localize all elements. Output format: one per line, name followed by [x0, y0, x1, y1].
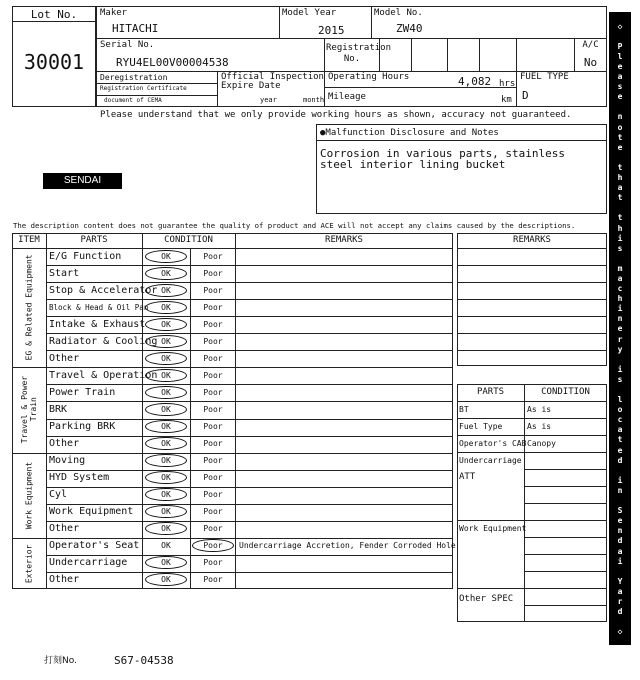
part-label: Block & Head & Oil Pan	[49, 302, 149, 312]
sidebar-char: s	[617, 82, 623, 92]
group-label: EG & Related Equipment	[24, 254, 34, 361]
ok-option[interactable]: OK	[145, 437, 187, 450]
poor-option[interactable]: Poor	[203, 353, 223, 363]
part-label: E/G Function	[49, 250, 122, 262]
sidebar-char	[618, 152, 623, 162]
part-label: Travel & Operation	[49, 369, 158, 381]
part-label: Start	[49, 267, 80, 279]
part-label: Other	[49, 438, 80, 450]
sidebar-char	[618, 101, 623, 111]
sidebar-char: c	[617, 284, 623, 294]
sidebar-char: n	[617, 314, 623, 324]
ok-option[interactable]: OK	[145, 488, 187, 501]
part-label: Stop & Accelerator	[49, 284, 158, 296]
ok-option[interactable]: OK	[145, 522, 187, 535]
poor-option[interactable]: Poor	[203, 336, 223, 346]
ok-option[interactable]: OK	[145, 505, 187, 518]
att-label: ATT	[459, 472, 476, 482]
lot-label: Lot No.	[30, 8, 78, 21]
sidebar-char: a	[617, 586, 623, 596]
sidebar-char: r	[617, 596, 623, 606]
spec-parts-header: PARTS	[476, 387, 505, 397]
maker-value: HITACHI	[112, 22, 159, 35]
sidebar-char	[618, 616, 623, 626]
remark-text: Undercarriage Accretion, Fender Corroded Hole	[239, 541, 456, 551]
registration-label: Registration No.	[326, 43, 392, 64]
ok-option[interactable]: OK	[145, 301, 187, 314]
part-label: Undercarriage	[49, 557, 128, 569]
sidebar-char: e	[617, 92, 623, 102]
sidebar-char: s	[617, 243, 623, 253]
sidebar-char: l	[617, 51, 623, 61]
spec-value: As is	[527, 422, 552, 431]
sidebar-char: S	[617, 506, 623, 516]
poor-option[interactable]: Poor	[203, 575, 223, 585]
undercarriage-label: Undercarriage	[459, 456, 522, 465]
remarks-right-header: REMARKS	[513, 235, 551, 245]
inspection-label-1: Official Inspection	[221, 72, 324, 82]
sidebar-char	[618, 354, 623, 364]
sidebar-char: d	[617, 607, 623, 617]
sidebar-char	[618, 253, 623, 263]
malfunction-title: ●Malfunction Disclosure and Notes	[320, 128, 499, 138]
mileage-unit: km	[501, 95, 512, 105]
part-label: Other	[49, 352, 80, 364]
poor-option[interactable]: Poor	[203, 490, 223, 500]
part-label: Radiator & Cooling	[49, 335, 158, 347]
sidebar-char: i	[617, 364, 623, 374]
hours-notice: Please understand that we only provide working hours as shown, accuracy not guaranteed.	[100, 110, 572, 120]
poor-option[interactable]: Poor	[192, 539, 234, 552]
poor-option[interactable]: Poor	[203, 439, 223, 449]
mileage-label: Mileage	[328, 92, 366, 102]
poor-option[interactable]: Poor	[203, 285, 223, 295]
ok-option[interactable]: OK	[145, 369, 187, 382]
group-label: Exterior	[24, 544, 34, 583]
sidebar-char: h	[617, 223, 623, 233]
poor-option[interactable]: Poor	[203, 302, 223, 312]
disclaimer: The description content does not guarantee the quality of product and ACE will not accept any claims caused by the descriptions.	[13, 221, 576, 230]
maker-label: Maker	[100, 8, 128, 18]
footer-value: S67-04538	[114, 654, 174, 667]
sidebar-char: ◇	[617, 627, 623, 637]
serial-label: Serial No.	[100, 40, 155, 50]
inspection-label-2: Expire Date	[221, 81, 281, 91]
operating-hours-value: 4,082	[458, 75, 492, 88]
sidebar-char: o	[617, 405, 623, 415]
sidebar-char: r	[617, 334, 623, 344]
group-label: Work Equipment	[24, 461, 34, 529]
part-label: Operator's Seat	[49, 540, 140, 552]
sidebar-char: e	[617, 445, 623, 455]
spec-value: As is	[527, 405, 552, 414]
part-label: Work Equipment	[49, 506, 134, 518]
ok-option[interactable]: OK	[145, 454, 187, 467]
hours-unit: hrs	[499, 79, 516, 89]
part-label: Other	[49, 523, 80, 535]
poor-option[interactable]: Poor	[203, 404, 223, 414]
work-equipment-label: Work Equipment	[459, 524, 527, 533]
sidebar-char: e	[617, 324, 623, 334]
sidebar-char: i	[617, 233, 623, 243]
ok-option[interactable]: OK	[145, 267, 187, 280]
ok-option[interactable]: OK	[145, 284, 187, 297]
sidebar-char	[618, 384, 623, 394]
remarks-header: REMARKS	[325, 235, 363, 245]
sidebar-char	[618, 566, 623, 576]
sidebar-char: t	[617, 193, 623, 203]
poor-option[interactable]: Poor	[203, 524, 223, 534]
sidebar-char: y	[617, 344, 623, 354]
operating-hours-label: Operating Hours	[328, 72, 410, 82]
sidebar-char: c	[617, 415, 623, 425]
sidebar-char: s	[617, 374, 623, 384]
sidebar-char: d	[617, 536, 623, 546]
ok-option[interactable]: OK	[145, 335, 187, 348]
location-note-sidebar	[609, 12, 631, 645]
ac-label: A/C	[582, 40, 599, 50]
ok-option[interactable]: OK	[145, 471, 187, 484]
month-label: month	[303, 96, 325, 104]
sidebar-char: n	[617, 112, 623, 122]
model-year-value: 2015	[318, 24, 345, 37]
poor-option[interactable]: Poor	[203, 319, 223, 329]
poor-option[interactable]: Poor	[203, 456, 223, 466]
spec-label: Fuel Type	[459, 422, 503, 431]
location-badge: SENDAI	[43, 173, 122, 189]
sidebar-char	[618, 465, 623, 475]
poor-option[interactable]: Poor	[203, 251, 223, 261]
malfunction-line-2: steel interior lining bucket	[320, 158, 506, 171]
poor-option[interactable]: Poor	[203, 387, 223, 397]
poor-option[interactable]: Poor	[203, 370, 223, 380]
part-label: Moving	[49, 455, 86, 467]
sidebar-char: e	[617, 516, 623, 526]
poor-option[interactable]: Poor	[203, 558, 223, 568]
sidebar-char: t	[617, 132, 623, 142]
sidebar-char: a	[617, 273, 623, 283]
sidebar-char: ◇	[617, 21, 623, 31]
poor-option[interactable]: Poor	[203, 507, 223, 517]
sidebar-char: l	[617, 395, 623, 405]
spec-value: Canopy	[527, 439, 556, 448]
other-spec-label: Other SPEC	[459, 594, 514, 604]
sidebar-char: a	[617, 72, 623, 82]
sidebar-char	[618, 31, 623, 41]
sidebar-char: o	[617, 122, 623, 132]
part-label: Parking BRK	[49, 421, 116, 433]
model-year-label: Model Year	[282, 8, 337, 18]
malfunction-line-1: Corrosion in various parts, stainless	[320, 147, 566, 160]
year-label: year	[260, 96, 277, 104]
part-label: HYD System	[49, 472, 110, 484]
spec-condition-header: CONDITION	[541, 387, 590, 397]
sidebar-char: a	[617, 546, 623, 556]
item-header: ITEM	[18, 235, 40, 245]
sidebar-char: a	[617, 425, 623, 435]
part-label: Power Train	[49, 386, 116, 398]
part-label: BRK	[49, 403, 68, 415]
part-label: Other	[49, 574, 80, 586]
poor-option[interactable]: Poor	[203, 473, 223, 483]
registration-certificate-label: Registration Certificate	[100, 85, 187, 92]
deregistration-label: Deregistration	[100, 73, 168, 82]
model-no-value: ZW40	[396, 22, 423, 35]
sidebar-char: t	[617, 435, 623, 445]
group-label: Travel & Power Train	[20, 376, 38, 444]
sidebar-char	[618, 202, 623, 212]
sidebar-char: n	[617, 526, 623, 536]
footer-label: 打刻No.	[44, 656, 77, 666]
sidebar-char: P	[617, 41, 623, 51]
lot-number: 30001	[23, 50, 85, 74]
spec-label: BT	[459, 405, 469, 414]
ok-option[interactable]: OK	[145, 352, 187, 365]
sidebar-char: e	[617, 62, 623, 72]
ok-option[interactable]: OK	[145, 318, 187, 331]
sidebar-char: i	[617, 304, 623, 314]
part-label: Cyl	[49, 489, 68, 501]
sidebar-char	[618, 495, 623, 505]
sidebar-char: h	[617, 173, 623, 183]
sidebar-char: m	[617, 263, 623, 273]
sidebar-char: a	[617, 183, 623, 193]
ok-option[interactable]: OK	[145, 403, 187, 416]
sidebar-char: i	[617, 475, 623, 485]
sidebar-char: n	[617, 485, 623, 495]
ok-option[interactable]: OK	[145, 556, 187, 569]
sidebar-char: i	[617, 556, 623, 566]
sidebar-char: Y	[617, 576, 623, 586]
sidebar-char: t	[617, 162, 623, 172]
parts-header: PARTS	[80, 235, 108, 245]
sidebar-char: t	[617, 213, 623, 223]
ok-option[interactable]: OK	[145, 573, 187, 586]
condition-header: CONDITION	[164, 235, 213, 245]
fuel-type-value: D	[522, 89, 529, 102]
model-no-label: Model No.	[374, 8, 423, 18]
sidebar-char: e	[617, 142, 623, 152]
poor-option[interactable]: Poor	[203, 422, 223, 432]
poor-option[interactable]: Poor	[203, 268, 223, 278]
ok-option[interactable]: OK	[145, 420, 187, 433]
ac-value: No	[583, 56, 598, 69]
cema-label: document of CEMA	[104, 97, 162, 104]
ok-option[interactable]: OK	[145, 250, 187, 263]
sidebar-char: h	[617, 294, 623, 304]
spec-label: Operator's CAB	[459, 439, 527, 448]
part-label: Intake & Exhaust	[49, 318, 146, 330]
serial-value: RYU4EL00V00004538	[116, 56, 229, 69]
ok-option[interactable]: OK	[161, 541, 171, 551]
fuel-type-label: FUEL TYPE	[520, 72, 569, 82]
ok-option[interactable]: OK	[145, 386, 187, 399]
sidebar-char: d	[617, 455, 623, 465]
